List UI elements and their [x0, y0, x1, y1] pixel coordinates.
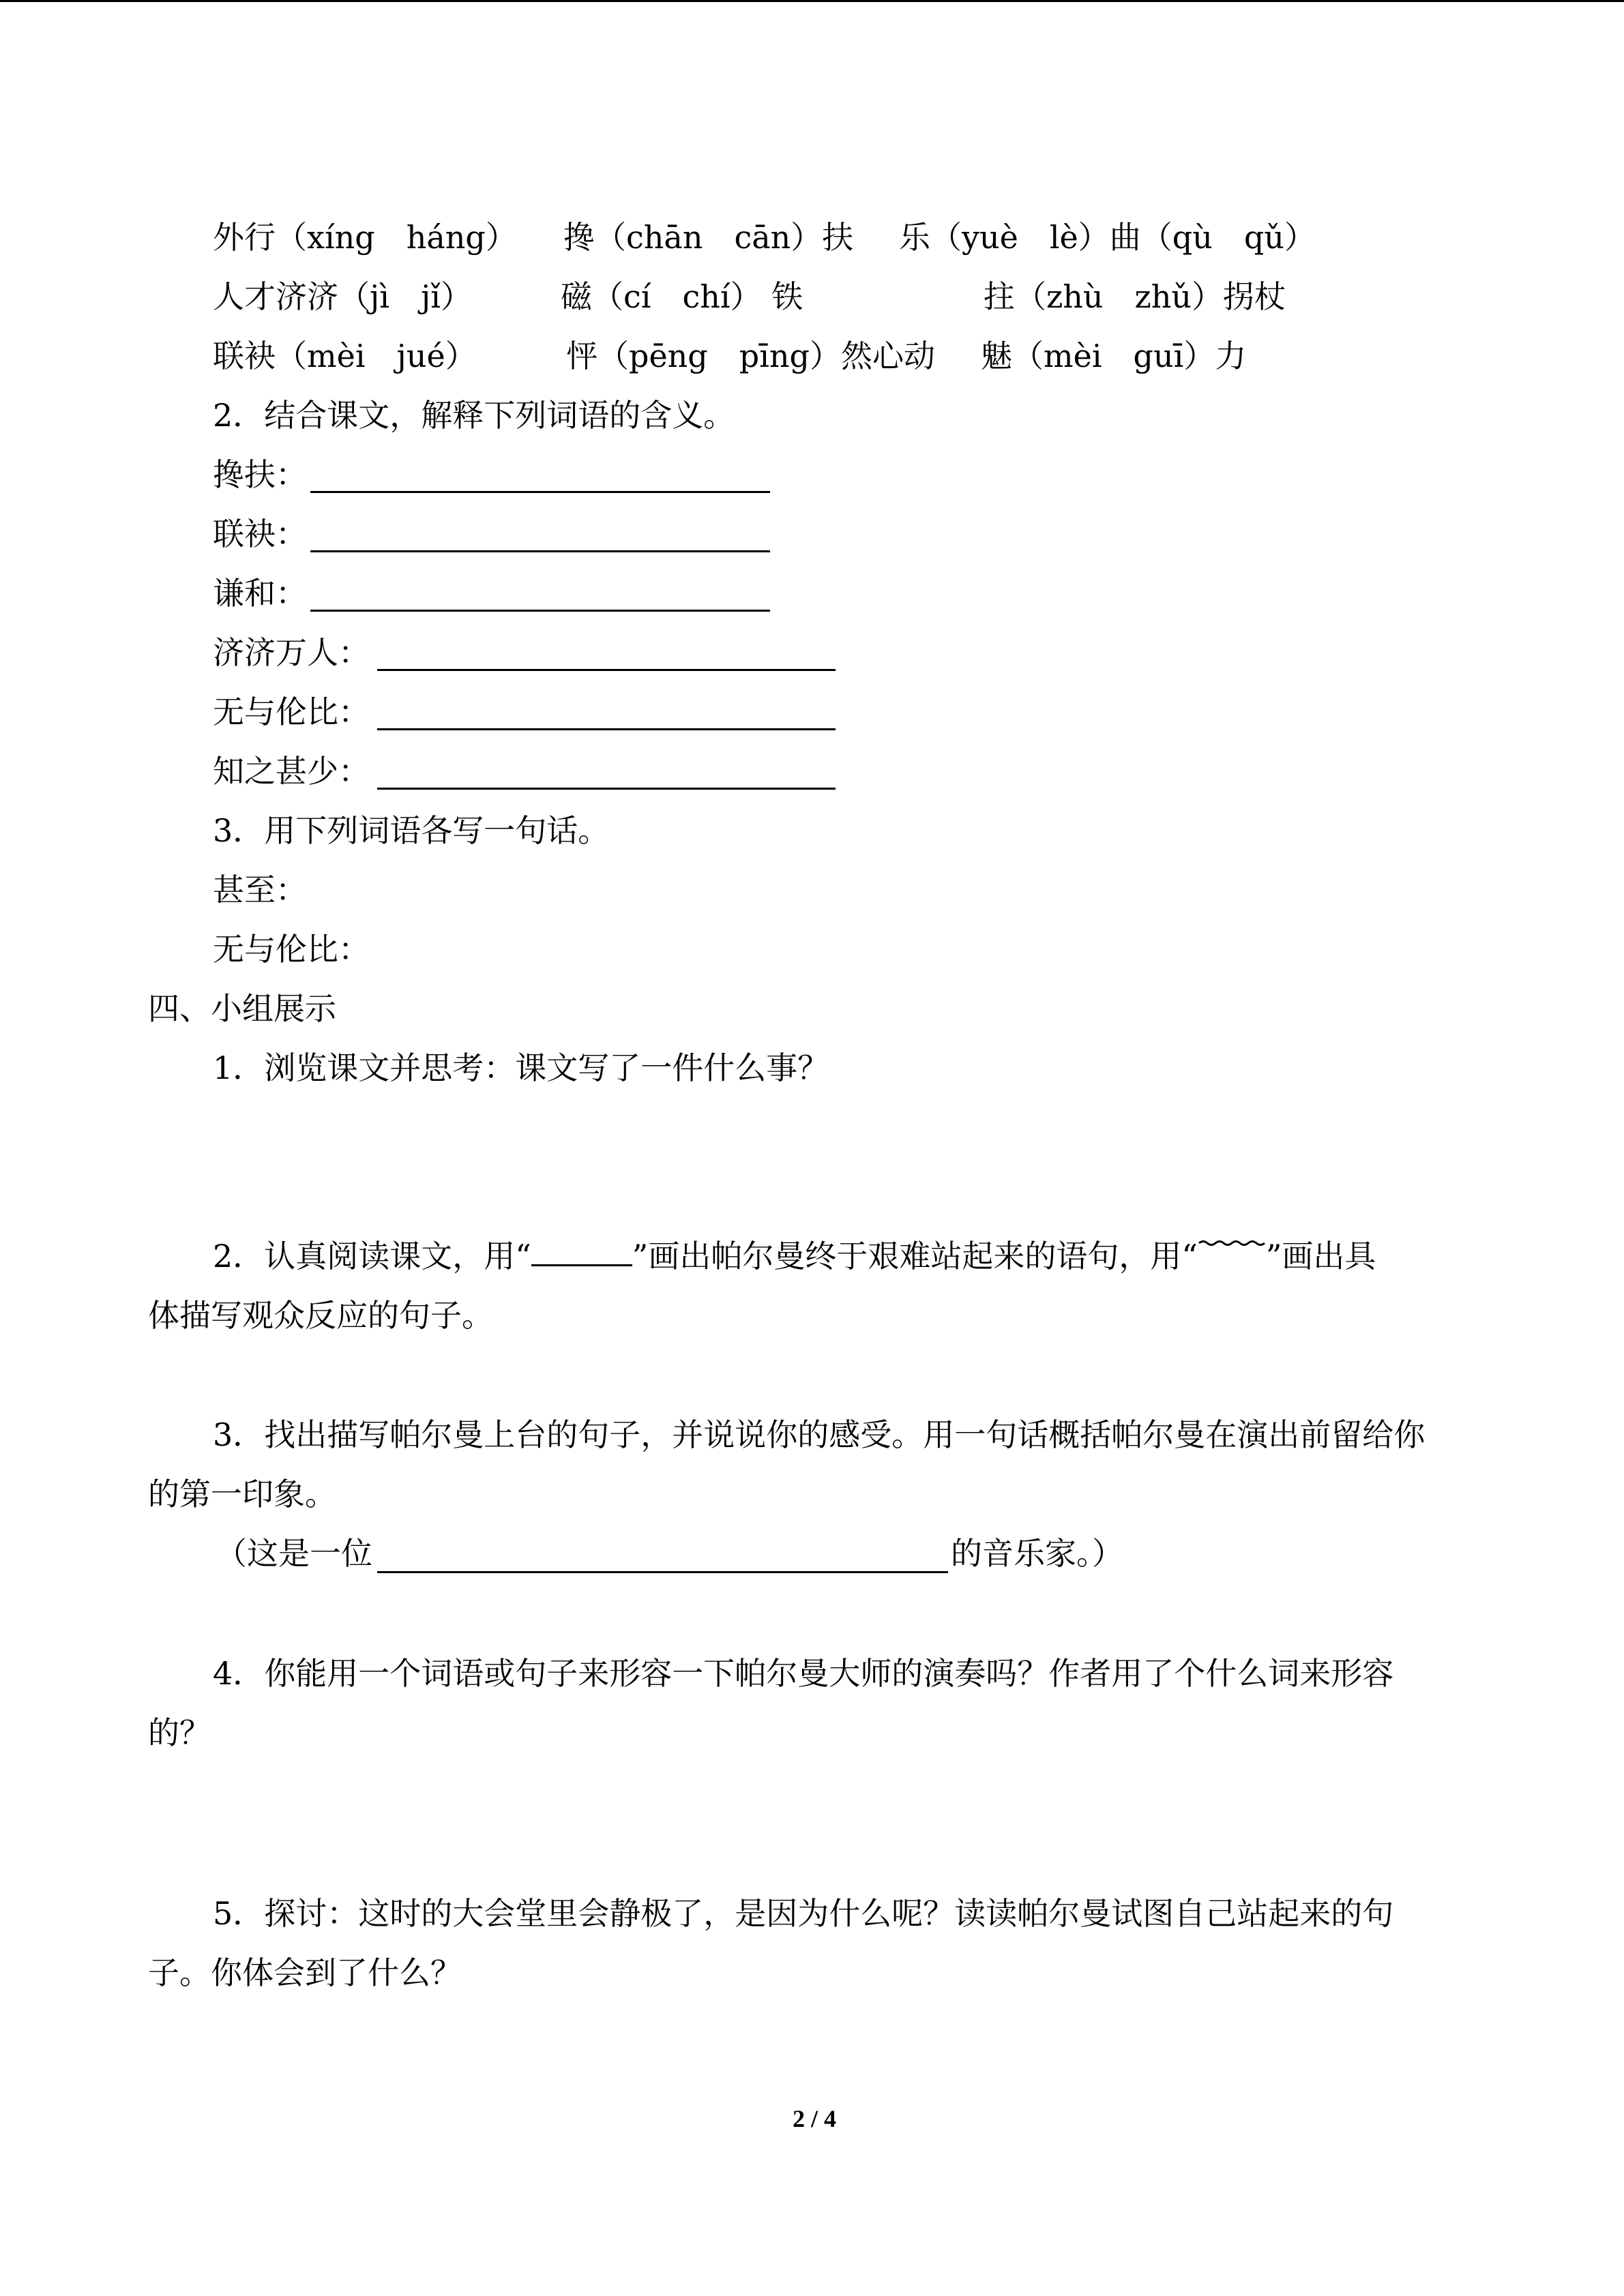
answer-blank[interactable] [310, 550, 770, 552]
term-label: 知之甚少： [213, 753, 370, 790]
fill-suffix: 的音乐家。） [951, 1535, 1123, 1572]
term-label: 甚至： [213, 871, 307, 908]
answer-blank[interactable] [310, 491, 770, 493]
section-4-question-5: 5．探讨：这时的大会堂里会静极了，是因为什么呢？读读帕尔曼试图自己站起来的句 [213, 1895, 1394, 1932]
fill-prefix: （这是一位 [216, 1535, 372, 1572]
answer-blank[interactable] [377, 669, 836, 671]
wavy-underline-sample [1198, 1238, 1266, 1248]
answer-blank[interactable] [377, 1571, 948, 1573]
pinyin-item: 拄（zhù zhǔ）拐杖 [984, 278, 1286, 315]
section-4-question-4: 4．你能用一个词语或句子来形容一下帕尔曼大师的演奏吗？作者用了个什么词来形容 [213, 1655, 1394, 1692]
term-label: 谦和： [213, 575, 307, 612]
pinyin-item: 外行（xíng háng） [213, 219, 517, 256]
section-4-question-2 [213, 1236, 1376, 1277]
question-text: ”画出帕尔曼终于艰难站起来的语句，用“ [632, 1238, 1198, 1274]
question-continuation: 体描写观众反应的句子。 [148, 1297, 493, 1334]
question-continuation: 子。你体会到了什么？ [148, 1954, 462, 1991]
pinyin-item: 乐（yuè lè）曲（qù qǔ） [899, 219, 1316, 256]
question-3-title: 3．用下列词语各写一句话。 [213, 812, 610, 849]
pinyin-item: 魅（mèi guī）力 [981, 338, 1247, 374]
answer-blank[interactable] [377, 788, 836, 790]
question-text: ”画出具 [1265, 1238, 1376, 1274]
section-4-question-1: 1．浏览课文并思考：课文写了一件什么事？ [213, 1049, 829, 1086]
pinyin-item: 联袂（mèi jué） [213, 338, 477, 374]
pinyin-item: 人才济济（jì jǐ） [213, 278, 472, 315]
term-label: 无与伦比： [213, 931, 370, 968]
pinyin-item: 搀（chān cān）扶 [563, 219, 854, 256]
section-4-question-3: 3．找出描写帕尔曼上台的句子，并说说你的感受。用一句话概括帕尔曼在演出前留给你 [213, 1416, 1426, 1453]
question-text: 2．认真阅读课文，用“ [213, 1238, 531, 1274]
term-label: 搀扶： [213, 456, 307, 493]
page-top-border [0, 0, 1624, 2]
page-number: 2 / 4 [793, 2105, 837, 2132]
answer-blank[interactable] [377, 728, 836, 730]
term-label: 联袂： [213, 516, 307, 552]
section-heading: 四、小组展示 [148, 990, 336, 1027]
pinyin-item: 怦（pēng pīng）然心动 [566, 338, 935, 374]
pinyin-item: 磁（cí chí） 铁 [561, 278, 803, 315]
term-label: 无与伦比： [213, 694, 370, 730]
question-continuation: 的？ [148, 1714, 211, 1751]
term-label: 济济万人： [213, 634, 370, 671]
question-continuation: 的第一印象。 [148, 1476, 336, 1512]
straight-underline-sample [531, 1236, 632, 1266]
answer-blank[interactable] [310, 610, 770, 612]
question-2-title: 2．结合课文，解释下列词语的含义。 [213, 397, 735, 434]
